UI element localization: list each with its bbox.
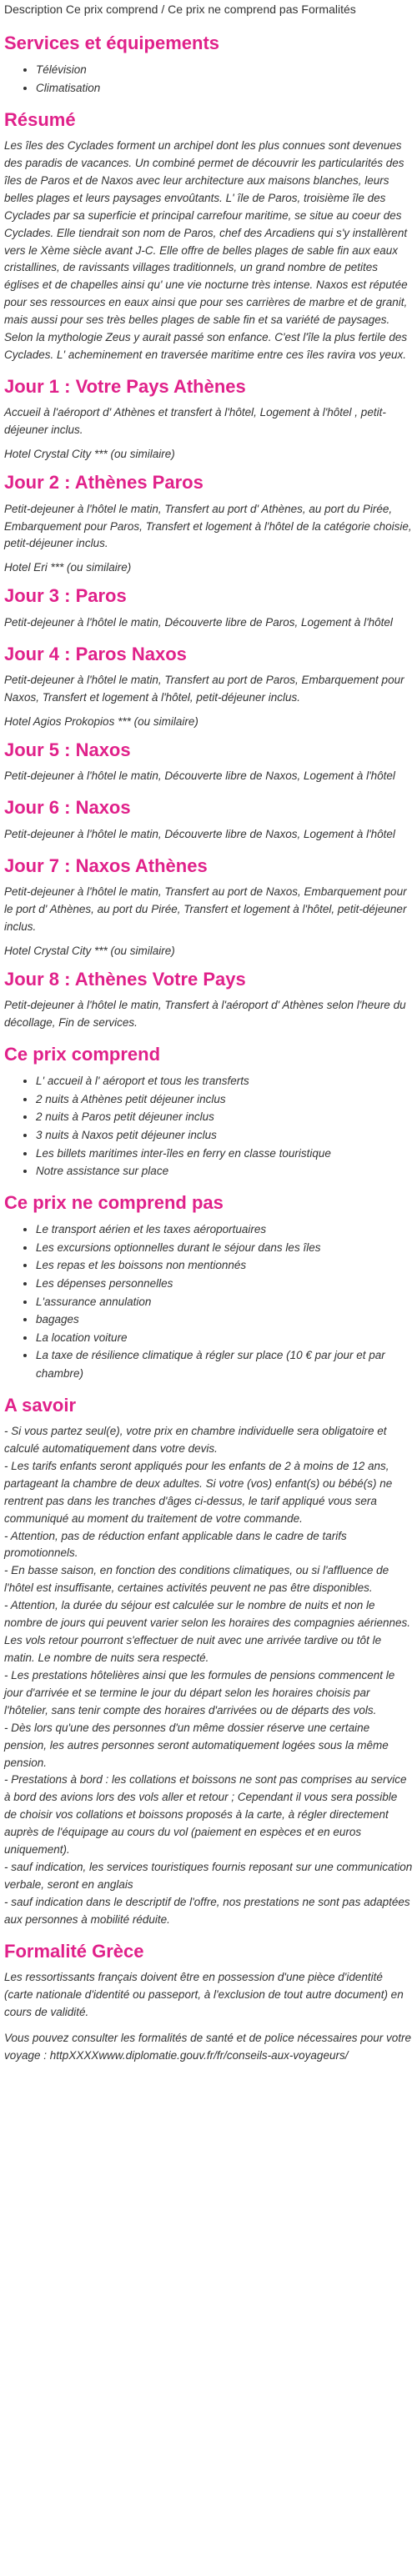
list-item: • La taxe de résilience climatique à régler sur place (10 € par jour et par chambre) [36,1346,413,1382]
list-item: • Télévision [36,61,413,79]
list-item: • Notre assistance sur place [36,1162,413,1180]
day-title: Jour 1 : Votre Pays Athènes [4,375,246,397]
day-text: Petit-dejeuner à l'hôtel le matin, Transfert au port de Naxos, Embarquement pour le port d' Athènes, au port du Pirée, Transfert et logement à l'hôtel, petit-déjeuner inclus. [4,885,407,933]
day-text: Petit-dejeuner à l'hôtel le matin, Transfert au port d' Athènes, au port du Pirée, Embarquement pour Paros, Transfert et logement à l'hôtel de la catégorie choisie, petit-déjeuner inclus. [4,502,412,550]
tab-ce-prix-comprend[interactable]: Ce prix comprend [65,3,158,16]
list-item: • 3 nuits à Naxos petit déjeuner inclus [36,1126,413,1145]
list-item: • La location voiture [36,1329,413,1347]
list-item: • 2 nuits à Paros petit déjeuner inclus [36,1108,413,1126]
list-item: • Les repas et les boissons non mentionnés [36,1256,413,1275]
day-block [4,644,413,728]
day-title: Jour 6 : Naxos [4,797,131,819]
asavoir-line: - sauf indication, les services touristiques fournis reposant sur une communication verbale, seront en anglais [4,1861,413,1891]
day-hotel: Hotel Crystal City *** (ou similaire) [4,944,175,957]
itinerary [4,376,413,1032]
tabs-bar: Description Ce prix comprend / Ce prix ne comprend pas Formalités [4,3,356,16]
asavoir-line: - sauf indication dans le descriptif de l'offre, nos prestations ne sont pas adaptées aux personnes à mobilité réduite. [4,1895,410,1926]
formalite-consult [4,2030,413,2065]
day-text: Petit-dejeuner à l'hôtel le matin, Découverte libre de Paros, Logement à l'hôtel [4,615,393,629]
asavoir-text [4,1423,413,1929]
day-block [4,855,413,957]
formalite-consult-text: Vous pouvez consulter les formalités de santé et de police nécessaires pour votre voyage : [4,2031,412,2062]
list-item: • Les dépenses personnelles [36,1275,413,1293]
list-item: • L' accueil à l' aéroport et tous les transferts [36,1072,413,1090]
services-list [4,61,413,97]
day-title: Jour 8 : Athènes Votre Pays [4,968,246,990]
day-block [4,376,413,460]
day-block [4,969,413,1032]
day-title: Jour 7 : Naxos Athènes [4,854,208,876]
list-item: • bagages [36,1311,413,1329]
day-block [4,472,413,574]
day-title: Jour 5 : Naxos [4,739,131,760]
list-item: • 2 nuits à Athènes petit déjeuner inclus [36,1090,413,1109]
resume-text: Les îles des Cyclades forment un archipel dont les plus connues sont devenues des paradis de vacances. Un combiné permet de découvrir les particularités des îles de Paros et de Naxos avec leur architecture aux maisons blanches, leurs belles plages et leurs paysages envoûtants. L' île de Paros, troisième île des Cyclades par sa superficie et principal carrefour maritime, se situe au coeur des Cyclades. Elle tiendrait son nom de Paros, chef des Arcadiens qui s'y installèrent vers le Xème siècle avant J-C. Elle offre de belles plages de sable fin aux eaux cristallines, de ravissants villages traditionnels, un grand nombre de petites églises et de chapelles ainsi qu' une vie nocturne très intense. Naxos est réputée pour ses ressources en eaux ainsi que pour ses carrières de marbre et de granit, mais aussi pour ses très belles plages de sable fin et sa variété de paysages. Selon la mythologie Zeus y aurait passé son enfance. C'est l'île la plus fertile des Cyclades. L' acheminement en traversée maritime entre ces îles ravira vos yeux. [4,138,408,362]
asavoir-title: A savoir [4,1394,77,1416]
asavoir-line: - Les prestations hôtelières ainsi que les formules de pensions commencent le jour d'arrivée et se termine le jour du départ selon les horaires choisis par l'hôtelier, sans tenir compte des horaires d'arrivées ou de départs des vols. [4,1668,395,1716]
day-block [4,797,413,843]
resume-title: Résumé [4,108,76,130]
comprend-title: Ce prix comprend [4,1043,161,1065]
day-text: Petit-dejeuner à l'hôtel le matin, Découverte libre de Naxos, Logement à l'hôtel [4,827,395,840]
day-text: Petit-dejeuner à l'hôtel le matin, Transfert au port de Paros, Embarquement pour Naxos, Transfert et logement à l'hôtel, petit-déjeuner inclus. [4,674,404,704]
asavoir-line: - Prestations à bord : les collations et boissons ne sont pas comprises au service à bord des avions lors des vols aller et retour ; Cependant il vous sera possible de choisir vos collations et boissons proposés à la carte, à régler directement auprès de l'équipage au cours du vol (paiement en espèces et en euros uniquement). [4,1773,407,1857]
day-text: Petit-dejeuner à l'hôtel le matin, Découverte libre de Naxos, Logement à l'hôtel [4,769,395,783]
list-item: • Les excursions optionnelles durant le séjour dans les îles [36,1239,413,1257]
list-item: • Les billets maritimes inter-îles en ferry en classe touristique [36,1145,413,1163]
list-item: • Climatisation [36,79,413,98]
tab-ce-prix-ne-comprend-pas[interactable]: Ce prix ne comprend pas [168,3,299,16]
day-text: Accueil à l'aéroport d' Athènes et transfert à l'hôtel, Logement à l'hôtel , petit-déjeuner inclus. [4,406,386,437]
day-title: Jour 3 : Paros [4,585,127,607]
ne-comprend-title: Ce prix ne comprend pas [4,1191,224,1213]
formalite-text: Les ressortissants français doivent être en possession d'une pièce d'identité (carte nationale d'identité ou passeport, à l'exclusion de tout autre document) en cours de validité. [4,1971,404,2018]
day-hotel: Hotel Crystal City *** (ou similaire) [4,448,175,461]
services-title: Services et équipements [4,33,220,53]
tab-formalites[interactable]: Formalités [301,3,356,16]
day-title: Jour 4 : Paros Naxos [4,643,187,664]
asavoir-line: - En basse saison, en fonction des conditions climatiques, ou si l'affluence de l'hôtel est insuffisante, certaines activités peuvent ne pas être disponibles. [4,1564,389,1595]
asavoir-line: - Les tarifs enfants seront appliqués pour les enfants de 2 à moins de 12 ans, partageant la chambre de deux adultes. Si votre (vos) enfant(s) ou bébé(s) ne rentrent pas dans les tranches d'âges ci-dessus, le tarif appliqué vous sera communiqué au moment du traitement de votre commande. [4,1459,393,1525]
diplomatie-link[interactable]: httpXXXXwww.diplomatie.gouv.fr/fr/conseils-aux-voyageurs/ [49,2048,349,2062]
day-text: Petit-dejeuner à l'hôtel le matin, Transfert à l'aéroport d' Athènes selon l'heure du décollage, Fin de services. [4,999,406,1029]
asavoir-line: - Dès lors qu'une des personnes d'un même dossier réserve une certaine pension, les autres personnes seront automatiquement logées sous la même pension. [4,1721,389,1769]
day-title: Jour 2 : Athènes Paros [4,472,203,494]
day-hotel: Hotel Agios Prokopios *** (ou similaire) [4,714,198,728]
formalite-title: Formalité Grèce [4,1940,144,1962]
asavoir-line: - Attention, pas de réduction enfant applicable dans le cadre de tarifs promotionnels. [4,1529,347,1560]
day-block [4,585,413,631]
tab-description[interactable]: Description [4,3,63,16]
asavoir-line: - Attention, la durée du séjour est calculée sur le nombre de nuits et non le nombre de jours qui peuvent varier selon les horaires des compagnies aériennes. Les vols retour pourront s'effectuer de nuit avec une arrivée tardive ou tôt le matin. Le nombre de nuits sera respecté. [4,1599,411,1664]
comprend-list [4,1072,413,1180]
day-block [4,739,413,785]
day-hotel: Hotel Eri *** (ou similaire) [4,561,132,574]
asavoir-line: - Si vous partez seul(e), votre prix en chambre individuelle sera obligatoire et calculé automatiquement dans votre devis. [4,1424,387,1455]
list-item: • Le transport aérien et les taxes aéroportuaires [36,1220,413,1239]
list-item: • L'assurance annulation [36,1293,413,1311]
ne-comprend-list [4,1220,413,1382]
